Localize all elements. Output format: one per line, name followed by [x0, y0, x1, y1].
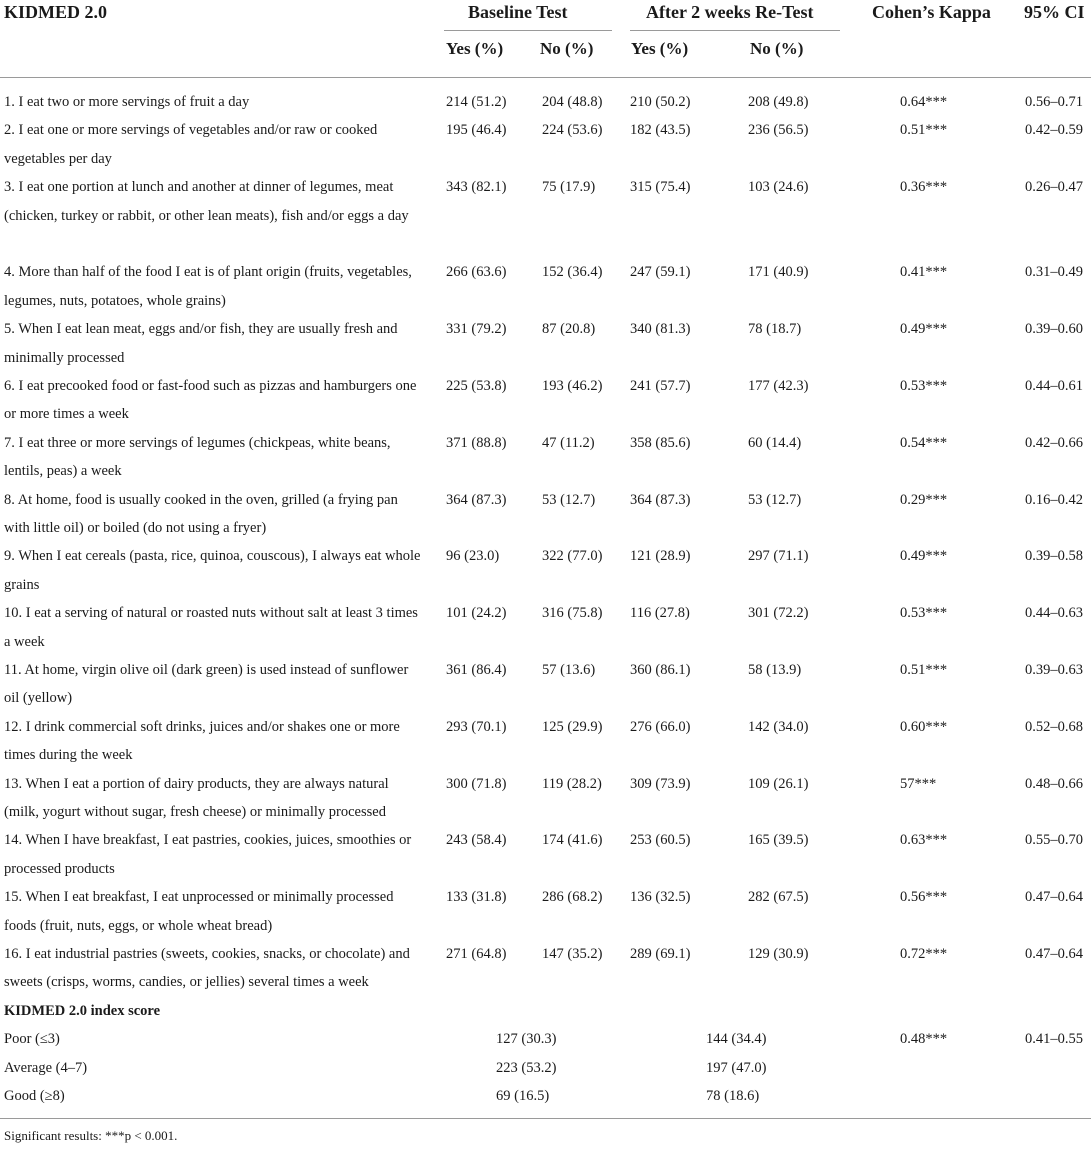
- retest-yes-cell: 247 (59.1): [630, 264, 691, 281]
- baseline-yes-header: Yes (%): [446, 39, 504, 58]
- retest-no-cell: 282 (67.5): [748, 889, 809, 906]
- retest-yes-cell: 289 (69.1): [630, 945, 691, 962]
- baseline-yes-cell: 364 (87.3): [446, 491, 507, 508]
- baseline-no-cell: 53 (12.7): [542, 491, 596, 508]
- retest-no-cell: 165 (39.5): [748, 832, 809, 849]
- retest-no-cell: 109 (26.1): [748, 775, 809, 792]
- ci-cell: 0.56–0.71: [1025, 94, 1083, 110]
- table-row: [0, 883, 1091, 940]
- ci-cell: 0.47–0.64: [1025, 945, 1083, 962]
- ci-cell: 0.39–0.58: [1025, 548, 1083, 565]
- item-text: 1. I eat two or more servings of fruit a day: [4, 94, 250, 110]
- kappa-cell: 0.49***: [900, 548, 948, 565]
- retest-no-cell: 78 (18.7): [748, 321, 802, 338]
- kappa-cell: 0.63***: [900, 832, 948, 849]
- baseline-no-cell: 47 (11.2): [542, 434, 595, 451]
- table-row: [0, 826, 1091, 883]
- kappa-cell: 57***: [900, 775, 937, 792]
- retest-header: After 2 weeks Re-Test: [646, 2, 814, 22]
- baseline-no-header: No (%): [540, 39, 594, 58]
- retest-yes-cell: 253 (60.5): [630, 832, 691, 849]
- baseline-yes-cell: 371 (88.8): [446, 434, 507, 451]
- baseline-no-cell: 87 (20.8): [542, 321, 596, 338]
- table-row: [0, 940, 1091, 997]
- retest-yes-cell: 121 (28.9): [630, 548, 691, 565]
- item-text: 6. I eat precooked food or fast-food such as pizzas and hamburgers one or more times a week: [4, 377, 417, 423]
- index-baseline-cell: 223 (53.2): [496, 1059, 557, 1076]
- retest-no-header: No (%): [750, 39, 804, 58]
- retest-yes-cell: 210 (50.2): [630, 94, 691, 110]
- header-rule: [0, 77, 1091, 78]
- footnote: Significant results: ***p < 0.001.: [4, 1128, 178, 1143]
- retest-no-cell: 171 (40.9): [748, 264, 809, 281]
- ci-cell: 0.52–0.68: [1025, 718, 1083, 735]
- index-baseline-cell: 127 (30.3): [496, 1031, 557, 1048]
- baseline-no-cell: 174 (41.6): [542, 832, 603, 849]
- table-row: [0, 315, 1091, 372]
- baseline-yes-cell: 101 (24.2): [446, 605, 507, 622]
- baseline-no-cell: 57 (13.6): [542, 661, 596, 678]
- table-row: [0, 542, 1091, 599]
- item-text: 15. When I eat breakfast, I eat unprocessed or minimally processed foods (fruit, nuts, eggs, or whole wheat bread): [4, 889, 394, 934]
- baseline-no-cell: 152 (36.4): [542, 264, 603, 281]
- retest-yes-cell: 309 (73.9): [630, 775, 691, 792]
- ci-cell: 0.44–0.61: [1025, 377, 1083, 394]
- item-text: 8. At home, food is usually cooked in the oven, grilled (a frying pan with little oil) or boiled (do not using a fryer): [4, 491, 398, 536]
- table-body: [0, 88, 1091, 1110]
- item-text: 5. When I eat lean meat, eggs and/or fish, they are usually fresh and minimally processed: [4, 321, 398, 366]
- ci-cell: 0.16–0.42: [1025, 491, 1083, 508]
- retest-no-cell: 103 (24.6): [748, 179, 809, 196]
- table-row: [0, 599, 1091, 656]
- index-retest-cell: 144 (34.4): [706, 1031, 767, 1048]
- index-row: [0, 1025, 1091, 1053]
- baseline-no-cell: 316 (75.8): [542, 605, 603, 622]
- ci-cell: 0.39–0.60: [1025, 321, 1083, 338]
- ci-cell: 0.44–0.63: [1025, 605, 1083, 622]
- ci-cell: 0.47–0.64: [1025, 889, 1083, 906]
- retest-yes-cell: 116 (27.8): [630, 605, 690, 622]
- kappa-cell: 0.60***: [900, 718, 948, 735]
- baseline-yes-cell: 343 (82.1): [446, 179, 507, 196]
- retest-yes-cell: 276 (66.0): [630, 718, 691, 735]
- bottom-rule: [0, 1118, 1091, 1119]
- baseline-yes-cell: 243 (58.4): [446, 832, 507, 849]
- kappa-cell: 0.64***: [900, 94, 948, 110]
- baseline-yes-cell: 96 (23.0): [446, 548, 500, 565]
- index-kappa-cell: 0.48***: [900, 1031, 948, 1048]
- index-section-label: KIDMED 2.0 index score: [4, 1002, 161, 1019]
- kappa-cell: 0.72***: [900, 945, 948, 962]
- kappa-cell: 0.51***: [900, 661, 948, 678]
- kappa-cell: 0.56***: [900, 889, 948, 906]
- baseline-yes-cell: 214 (51.2): [446, 94, 507, 110]
- table-row: [0, 770, 1091, 827]
- baseline-underline: [444, 30, 612, 31]
- retest-yes-cell: 358 (85.6): [630, 434, 691, 451]
- retest-yes-cell: 364 (87.3): [630, 491, 691, 508]
- kappa-cell: 0.29***: [900, 491, 948, 508]
- baseline-yes-cell: 300 (71.8): [446, 775, 507, 792]
- table-title: KIDMED 2.0: [4, 2, 107, 22]
- index-section-title: [0, 997, 1091, 1025]
- index-label: Average (4–7): [4, 1059, 88, 1076]
- baseline-yes-cell: 266 (63.6): [446, 264, 507, 281]
- baseline-yes-cell: 331 (79.2): [446, 321, 507, 338]
- baseline-no-cell: 75 (17.9): [542, 179, 596, 196]
- index-label: Poor (≤3): [4, 1031, 60, 1048]
- item-text: 7. I eat three or more servings of legumes (chickpeas, white beans, lentils, peas) a week: [4, 434, 391, 480]
- retest-no-cell: 142 (34.0): [748, 718, 809, 735]
- retest-yes-cell: 360 (86.1): [630, 661, 691, 678]
- table-row: [0, 429, 1091, 486]
- retest-no-cell: 58 (13.9): [748, 661, 802, 678]
- table-row: [0, 656, 1091, 713]
- item-text: 9. When I eat cereals (pasta, rice, quinoa, couscous), I always eat whole grains: [4, 548, 421, 593]
- baseline-no-cell: 204 (48.8): [542, 94, 603, 110]
- index-row: [0, 1082, 1091, 1110]
- kappa-cell: 0.53***: [900, 377, 948, 394]
- retest-yes-cell: 182 (43.5): [630, 122, 691, 139]
- baseline-yes-cell: 271 (64.8): [446, 945, 507, 962]
- retest-no-cell: 53 (12.7): [748, 491, 802, 508]
- baseline-yes-cell: 293 (70.1): [446, 718, 507, 735]
- table-row: [0, 173, 1091, 258]
- kappa-cell: 0.49***: [900, 321, 948, 338]
- table-row: [0, 258, 1091, 315]
- table-row: [0, 713, 1091, 770]
- baseline-test-header: Baseline Test: [468, 2, 568, 22]
- retest-no-cell: 301 (72.2): [748, 605, 809, 622]
- baseline-no-cell: 125 (29.9): [542, 718, 603, 735]
- retest-yes-header: Yes (%): [631, 39, 689, 58]
- baseline-yes-cell: 361 (86.4): [446, 661, 507, 678]
- retest-no-cell: 177 (42.3): [748, 377, 809, 394]
- kappa-cell: 0.41***: [900, 264, 948, 281]
- baseline-no-cell: 286 (68.2): [542, 889, 603, 906]
- retest-no-cell: 208 (49.8): [748, 94, 809, 110]
- baseline-no-cell: 224 (53.6): [542, 122, 603, 139]
- ci-header: 95% CI: [1024, 2, 1085, 22]
- baseline-no-cell: 147 (35.2): [542, 945, 603, 962]
- item-text: 3. I eat one portion at lunch and another at dinner of legumes, meat (chicken, turkey or rabbit, or other lean meats), fish and/or eggs a day: [4, 179, 409, 224]
- item-text: 4. More than half of the food I eat is of plant origin (fruits, vegetables, legumes, nuts, potatoes, whole grains): [4, 264, 412, 309]
- item-text: 11. At home, virgin olive oil (dark green) is used instead of sunflower oil (yellow): [4, 661, 409, 707]
- item-text: 14. When I have breakfast, I eat pastries, cookies, juices, smoothies or processed products: [4, 832, 412, 877]
- kappa-header: Cohen’s Kappa: [872, 2, 991, 22]
- index-retest-cell: 197 (47.0): [706, 1059, 767, 1076]
- ci-cell: 0.55–0.70: [1025, 832, 1083, 849]
- kappa-cell: 0.51***: [900, 122, 948, 139]
- baseline-no-cell: 119 (28.2): [542, 775, 602, 792]
- retest-yes-cell: 315 (75.4): [630, 179, 691, 196]
- retest-no-cell: 129 (30.9): [748, 945, 809, 962]
- kappa-cell: 0.36***: [900, 179, 948, 196]
- index-row: [0, 1054, 1091, 1082]
- index-baseline-cell: 69 (16.5): [496, 1087, 550, 1104]
- retest-no-cell: 297 (71.1): [748, 548, 809, 565]
- retest-yes-cell: 136 (32.5): [630, 889, 691, 906]
- kappa-cell: 0.53***: [900, 605, 948, 622]
- baseline-no-cell: 322 (77.0): [542, 548, 603, 565]
- index-retest-cell: 78 (18.6): [706, 1087, 760, 1104]
- ci-cell: 0.39–0.63: [1025, 661, 1083, 678]
- retest-underline: [630, 30, 840, 31]
- ci-cell: 0.42–0.59: [1025, 122, 1083, 139]
- retest-yes-cell: 340 (81.3): [630, 321, 691, 338]
- item-text: 16. I eat industrial pastries (sweets, cookies, snacks, or chocolate) and sweets (crisps, worms, candies, or jellies) several times a week: [4, 945, 410, 991]
- table-row: [0, 372, 1091, 429]
- baseline-yes-cell: 195 (46.4): [446, 122, 507, 139]
- kappa-cell: 0.54***: [900, 434, 948, 451]
- baseline-yes-cell: 225 (53.8): [446, 377, 507, 394]
- baseline-yes-cell: 133 (31.8): [446, 889, 507, 906]
- ci-cell: 0.48–0.66: [1025, 775, 1083, 792]
- item-text: 2. I eat one or more servings of vegetables and/or raw or cooked vegetables per day: [4, 122, 378, 167]
- table-row: [0, 486, 1091, 543]
- index-label: Good (≥8): [4, 1087, 65, 1104]
- table-row: [0, 88, 1091, 116]
- retest-no-cell: 236 (56.5): [748, 122, 809, 139]
- index-ci-cell: 0.41–0.55: [1025, 1031, 1083, 1048]
- item-text: 12. I drink commercial soft drinks, juices and/or shakes one or more times during the week: [4, 718, 400, 764]
- ci-cell: 0.26–0.47: [1025, 179, 1083, 196]
- retest-yes-cell: 241 (57.7): [630, 377, 691, 394]
- baseline-no-cell: 193 (46.2): [542, 377, 603, 394]
- ci-cell: 0.42–0.66: [1025, 434, 1083, 451]
- retest-no-cell: 60 (14.4): [748, 434, 802, 451]
- item-text: 13. When I eat a portion of dairy products, they are always natural (milk, yogurt without sugar, fresh cheese) or minimally processed: [4, 775, 389, 820]
- table-row: [0, 116, 1091, 173]
- item-text: 10. I eat a serving of natural or roasted nuts without salt at least 3 times a week: [4, 605, 418, 650]
- ci-cell: 0.31–0.49: [1025, 264, 1083, 281]
